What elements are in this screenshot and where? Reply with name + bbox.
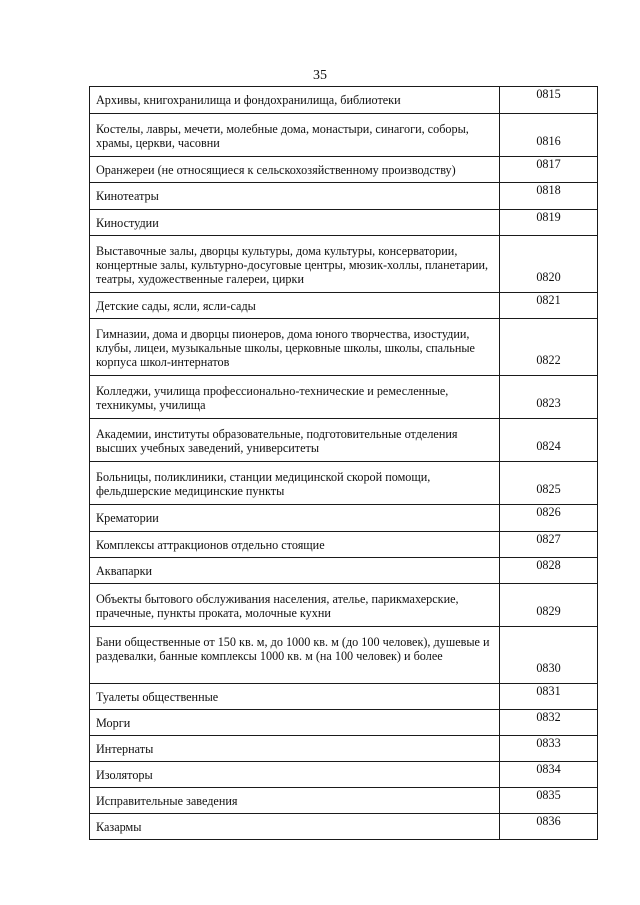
facility-name: Объекты бытового обслуживания населения, ателье, парикмахерские, прачечные, пункты проката, молочные кухни — [90, 584, 500, 627]
table-row — [90, 114, 598, 157]
facility-code: 0819 — [500, 210, 598, 236]
facility-code: 0830 — [500, 627, 598, 684]
facility-code: 0827 — [500, 532, 598, 558]
facility-code: 0818 — [500, 183, 598, 210]
table-row — [90, 710, 598, 736]
facility-code: 0828 — [500, 558, 598, 584]
table-row — [90, 532, 598, 558]
table-row — [90, 419, 598, 462]
facility-code: 0815 — [500, 87, 598, 114]
facility-name: Морги — [90, 710, 500, 736]
table-row — [90, 788, 598, 814]
facility-code: 0823 — [500, 376, 598, 419]
facility-code: 0817 — [500, 157, 598, 183]
facility-code: 0824 — [500, 419, 598, 462]
table-row — [90, 505, 598, 532]
facility-name: Колледжи, училища профессионально-технические и ремесленные, техникумы, училища — [90, 376, 500, 419]
facility-name: Бани общественные от 150 кв. м, до 1000 кв. м (до 100 человек), душевые и раздевалки, банные комплексы 1000 кв. м (на 100 человек) и более — [90, 627, 500, 684]
table-row — [90, 736, 598, 762]
facility-name: Академии, институты образовательные, подготовительные отделения высших учебных заведений, университеты — [90, 419, 500, 462]
facility-codes-table — [89, 86, 598, 840]
facility-name: Выставочные залы, дворцы культуры, дома культуры, консерватории, концертные залы, культурно-досуговые центры, мюзик-холлы, планетарии, театры, художественные галереи, цирки — [90, 236, 500, 293]
facility-name: Аквапарки — [90, 558, 500, 584]
table-row — [90, 236, 598, 293]
facility-name: Интернаты — [90, 736, 500, 762]
table-row — [90, 814, 598, 840]
table-row — [90, 210, 598, 236]
facility-code: 0835 — [500, 788, 598, 814]
table-row — [90, 183, 598, 210]
facility-code: 0816 — [500, 114, 598, 157]
facility-name: Кинотеатры — [90, 183, 500, 210]
facility-name: Казармы — [90, 814, 500, 840]
facility-name: Гимназии, дома и дворцы пионеров, дома юного творчества, изостудии, клубы, лицеи, музыкальные школы, церковные школы, школы, спальные корпуса школ-интернатов — [90, 319, 500, 376]
facility-name: Детские сады, ясли, ясли-сады — [90, 293, 500, 319]
facility-code: 0836 — [500, 814, 598, 840]
facility-name: Комплексы аттракционов отдельно стоящие — [90, 532, 500, 558]
page-number: 35 — [313, 68, 327, 83]
facility-name: Киностудии — [90, 210, 500, 236]
facility-code: 0832 — [500, 710, 598, 736]
table-row — [90, 157, 598, 183]
table-row — [90, 376, 598, 419]
facility-name: Архивы, книгохранилища и фондохранилища, библиотеки — [90, 87, 500, 114]
facility-name: Туалеты общественные — [90, 684, 500, 710]
facility-name: Оранжереи (не относящиеся к сельскохозяйственному производству) — [90, 157, 500, 183]
table-row — [90, 87, 598, 114]
facility-code: 0825 — [500, 462, 598, 505]
facility-name: Изоляторы — [90, 762, 500, 788]
facility-code: 0833 — [500, 736, 598, 762]
facility-name: Костелы, лавры, мечети, молебные дома, монастыри, синагоги, соборы, храмы, церкви, часовни — [90, 114, 500, 157]
table-row — [90, 293, 598, 319]
facility-code: 0820 — [500, 236, 598, 293]
facility-code: 0831 — [500, 684, 598, 710]
facility-name: Крематории — [90, 505, 500, 532]
facility-code: 0834 — [500, 762, 598, 788]
table-row — [90, 762, 598, 788]
table-row — [90, 558, 598, 584]
table-row — [90, 684, 598, 710]
facility-code: 0829 — [500, 584, 598, 627]
table-row — [90, 627, 598, 684]
table-row — [90, 584, 598, 627]
facility-code: 0822 — [500, 319, 598, 376]
facility-name: Исправительные заведения — [90, 788, 500, 814]
facility-name: Больницы, поликлиники, станции медицинской скорой помощи, фельдшерские медицинские пункты — [90, 462, 500, 505]
table-row — [90, 462, 598, 505]
table-row — [90, 319, 598, 376]
facility-code: 0826 — [500, 505, 598, 532]
facility-code: 0821 — [500, 293, 598, 319]
